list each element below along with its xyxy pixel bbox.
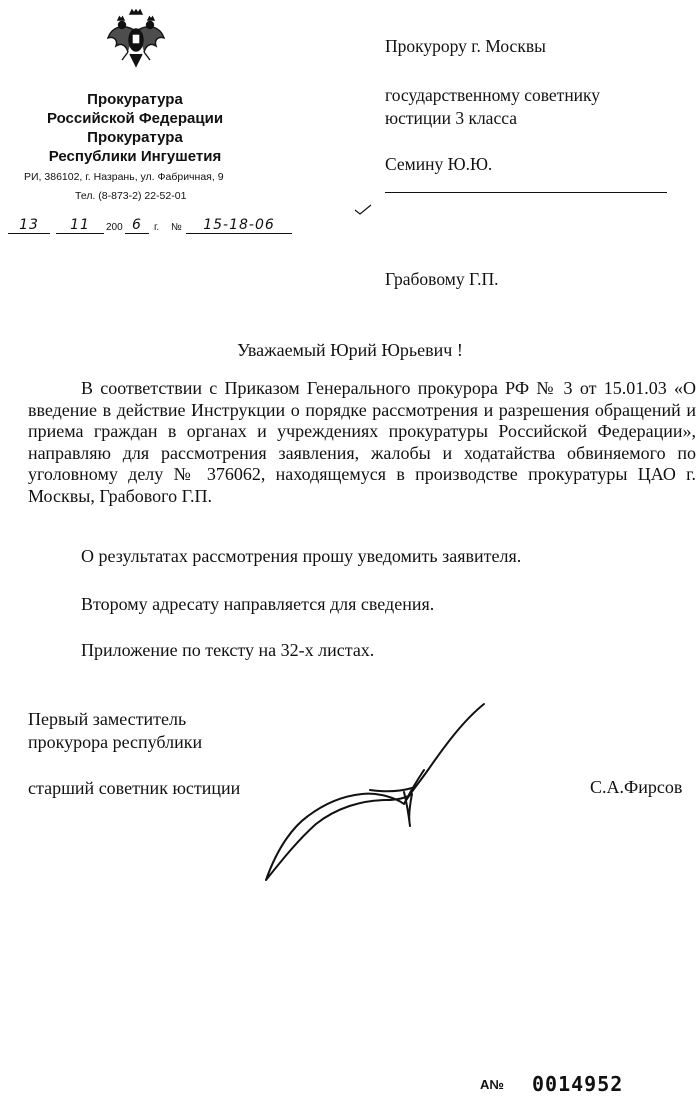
year-abbrev: г. [154, 222, 160, 233]
org-phone: Тел. (8-873-2) 22-52-01 [75, 190, 187, 202]
check-mark-icon [354, 204, 372, 216]
org-address: РИ, 386102, г. Назрань, ул. Фабричная, 9 [24, 171, 224, 183]
signatory-position-line-1: Первый заместитель [28, 709, 187, 729]
notify-line: О результатах рассмотрения прошу уведомить заявителя. [81, 546, 522, 566]
addressee-line-1: Прокурору г. Москвы [385, 36, 546, 56]
signatory-rank: старший советник юстиции [28, 778, 241, 798]
number-label: № [171, 222, 182, 233]
date-month: 11 [56, 217, 104, 234]
coat-of-arms-emblem [104, 8, 168, 72]
serial-label: А№ [480, 1077, 504, 1092]
org-name-line-1: Прокуратура [87, 91, 183, 108]
second-addressee-line: Второму адресату направляется для сведения. [81, 594, 435, 614]
year-prefix: 200 [106, 222, 123, 233]
handwritten-signature [258, 700, 494, 886]
addressee-line-5: Грабовому Г.П. [385, 269, 499, 289]
registration-line [4, 215, 294, 237]
main-paragraph: В соответствии с Приказом Генерального прокурора РФ № 3 от 15.01.03 «О введение в действие Инструкции о порядке рассмотрения и разрешения обращений и приема граждан в органах и учреждениях прокуратуры Российской Федерации», направляю для рассмотрения заявления, жалобы и ходатайства обвиняемого по уголовному делу № 376062, находящемуся в производстве прокуратуры ЦАО г. Москвы, Грабового Г.П. [28, 378, 696, 506]
org-name-line-4: Республики Ингушетия [48, 148, 222, 165]
org-name-line-3: Прокуратура [87, 129, 183, 146]
date-day: 13 [8, 217, 50, 234]
addressee-separator [385, 192, 667, 193]
addressee-line-4: Семину Ю.Ю. [385, 154, 493, 174]
addressee-line-2: государственному советнику [385, 85, 601, 105]
year-suffix: 6 [125, 217, 149, 234]
greeting: Уважаемый Юрий Юрьевич ! [237, 340, 463, 360]
signatory-name: С.А.Фирсов [590, 777, 683, 797]
signatory-position-line-2: прокурора республики [28, 732, 203, 752]
org-name-line-2: Российской Федерации [46, 110, 224, 127]
serial-number: 0014952 [532, 1072, 624, 1096]
outgoing-number: 15-18-06 [186, 217, 292, 234]
attachment-line: Приложение по тексту на 32-х листах. [81, 640, 375, 660]
addressee-line-3: юстиции 3 класса [385, 108, 517, 128]
